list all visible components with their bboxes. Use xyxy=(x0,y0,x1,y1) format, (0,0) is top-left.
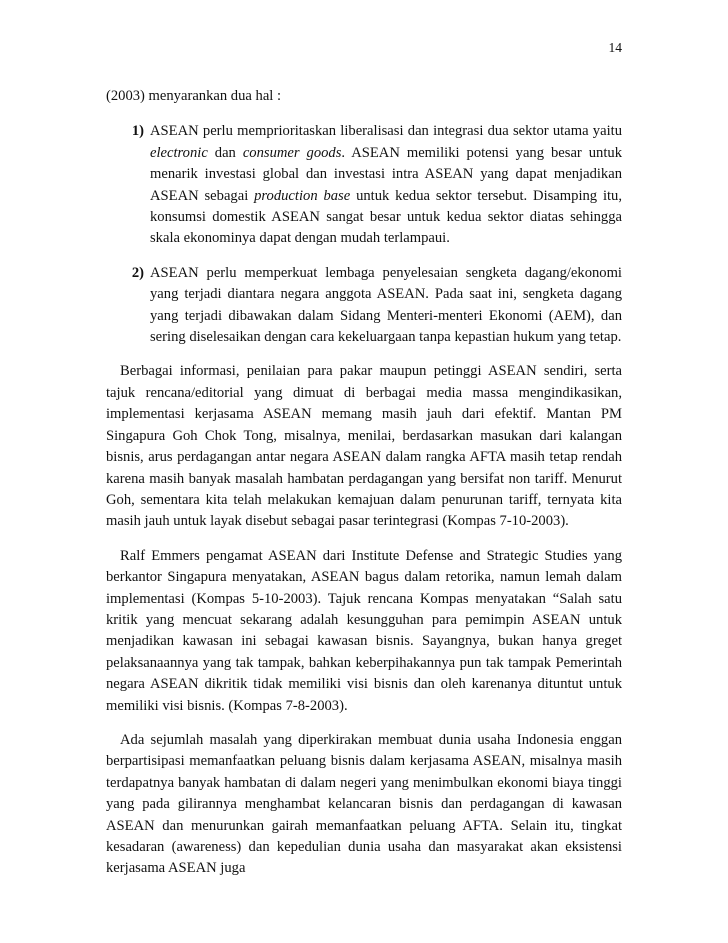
list-item-text xyxy=(150,121,622,249)
italic-term-consumer-goods: consumer goods xyxy=(242,144,342,161)
body-paragraph: Ada sejumlah masalah yang diperkirakan membuat dunia usaha Indonesia enggan berpartisipasi memanfaatkan peluang bisnis dalam kerjasama ASEAN, misalnya masih terdapatnya banyak hambatan di dalam negeri yang menimbulkan ekonomi biaya tinggi yang pada gilirannya menghambat kelancaran bisnis dan perdagangan di kawasan ASEAN dan menurunkan gairah memanfaatkan peluang AFTA. Selain itu, tingkat kesadaran (awareness) dan kepedulian dunia usaha dan masyarakat akan eksistensi kerjasama ASEAN juga xyxy=(106,731,622,877)
list-item-number: 1) xyxy=(131,123,144,140)
body-paragraph: Ralf Emmers pengamat ASEAN dari Institute Defense and Strategic Studies yang berkantor Singapura menyatakan, ASEAN bagus dalam retorika, namun lemah dalam implementasi (Kompas 5-10-2003). Tajuk rencana Kompas menyatakan “Salah satu kritik yang mencuat sekarang adalah kesungguhan para pemimpin ASEAN untuk menjadikan kawasan ini sebagai kawasan bisnis. Sayangnya, bukan hanya greget pelaksanaannya yang tak tampak, bahkan keberpihakannya pun tak tampak Pemerintah negara ASEAN dikritik tidak memiliki visi bisnis dan oleh karenanya dituntut untuk memiliki visi bisnis. (Kompas 7-8-2003). xyxy=(106,547,622,714)
list-item-number: 2) xyxy=(131,264,144,281)
page-content xyxy=(106,86,622,880)
italic-term-electronic: electronic xyxy=(150,144,208,161)
list-item-text xyxy=(150,263,622,349)
text-segment: ASEAN perlu memperkuat lembaga penyelesaian sengketa dagang/ekonomi yang terjadi diantara negara anggota ASEAN. Pada saat ini, sengketa dagang yang terjadi dibawakan dalam Sidang Menteri-menteri Ekonomi (AEM), dan sering diselesaikan dengan cara kekeluargaan tanpa kepastian hukum yang tetap. xyxy=(150,264,622,346)
recommendation-list xyxy=(106,121,622,348)
list-item xyxy=(106,263,622,349)
italic-term-production-base: production base xyxy=(254,187,351,204)
intro-line: (2003) menyarankan dua hal : xyxy=(106,88,282,104)
list-item xyxy=(106,121,622,249)
page-number: 14 xyxy=(608,40,622,55)
text-segment: . ASEAN memiliki potensi yang besar untuk menarik investasi global dan investasi intra ASEAN yang dapat menjadikan ASEAN sebagai xyxy=(150,144,622,204)
body-paragraph: Berbagai informasi, penilaian para pakar maupun petinggi ASEAN sendiri, serta tajuk rencana/editorial yang dimuat di berbagai media massa mengindikasikan, implementasi kerjasama ASEAN memang masih jauh dari efektif. Mantan PM Singapura Goh Chok Tong, misalnya, menilai, berdasarkan masukan dari kalangan bisnis, arus perdagangan antar negara ASEAN dalam rangka AFTA masih tetap rendah karena masih banyak masalah hambatan perdagangan yang bersifat non tariff. Menurut Goh, sementara kita telah melakukan kemajuan dalam penurunan tariff, ternyata kita masih jauh untuk layak disebut sebagai pasar terintegrasi (Kompas 7-10-2003). xyxy=(106,363,622,530)
text-segment: untuk kedua sektor tersebut. Disamping itu, konsumsi domestik ASEAN sangat besar untuk kedua sektor diatas sehingga skala ekonominya dapat dengan mudah terlampaui. xyxy=(150,187,622,247)
text-segment: dan xyxy=(207,144,243,161)
text-segment: ASEAN perlu memprioritaskan liberalisasi dan integrasi dua sektor utama yaitu xyxy=(150,123,622,140)
